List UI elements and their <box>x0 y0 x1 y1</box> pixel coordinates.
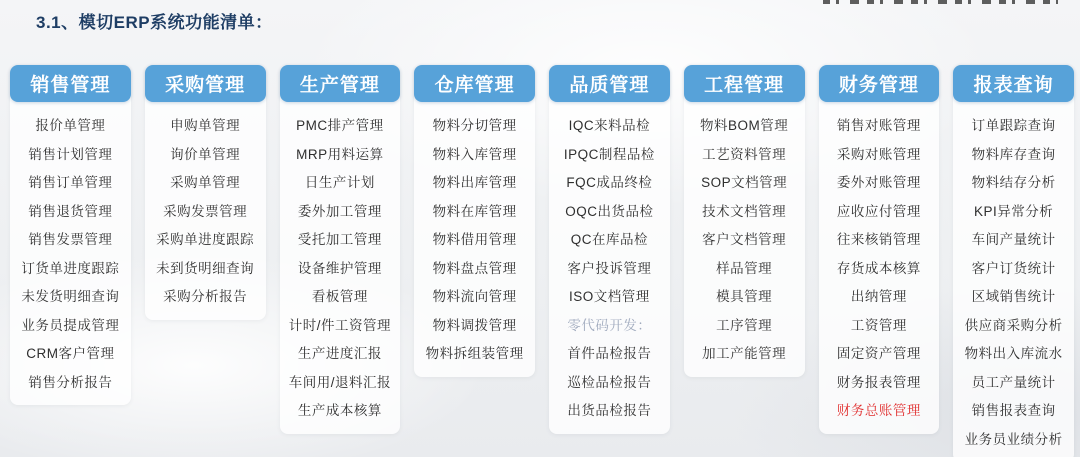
feature-item: 采购发票管理 <box>163 203 248 219</box>
column-header-quality: 品质管理 <box>549 65 670 102</box>
feature-item: 销售退货管理 <box>28 203 113 219</box>
column-sales <box>10 65 131 405</box>
feature-item: 销售计划管理 <box>28 146 113 162</box>
feature-item: 首件品检报告 <box>567 346 652 362</box>
feature-item: 业务员提成管理 <box>21 317 120 333</box>
column-reports <box>953 65 1074 457</box>
feature-item: 销售对账管理 <box>836 118 921 134</box>
column-procurement <box>145 65 266 320</box>
feature-item: 采购单进度跟踪 <box>156 232 255 248</box>
feature-item: 物料出入库流水 <box>964 346 1063 362</box>
feature-item: KPI异常分析 <box>973 203 1054 219</box>
feature-item: 报价单管理 <box>35 118 106 134</box>
feature-item: 工艺资料管理 <box>702 146 787 162</box>
feature-item: 供应商采购分析 <box>964 317 1063 333</box>
column-quality <box>549 65 670 434</box>
feature-item: 财务报表管理 <box>836 374 921 390</box>
feature-item: IQC来料品检 <box>568 118 651 134</box>
columns-grid <box>10 65 1074 457</box>
feature-item: 出纳管理 <box>850 289 907 305</box>
column-list-quality <box>549 102 670 434</box>
cropped-text-fragment <box>823 0 1058 4</box>
feature-item: 物料出库管理 <box>432 175 517 191</box>
column-engineering <box>684 65 805 377</box>
feature-item: SOP文档管理 <box>701 175 788 191</box>
feature-item: 物料BOM管理 <box>699 118 789 134</box>
feature-item: 采购对账管理 <box>836 146 921 162</box>
column-finance <box>819 65 940 434</box>
feature-item: 计时/件工资管理 <box>288 317 391 333</box>
feature-item: OQC出货品检 <box>565 203 654 219</box>
feature-item: ISO文档管理 <box>568 289 650 305</box>
feature-item: 询价单管理 <box>170 146 241 162</box>
column-warehouse <box>414 65 535 377</box>
feature-item: 业务员业绩分析 <box>964 431 1063 447</box>
feature-item: 受托加工管理 <box>297 232 382 248</box>
feature-item: 加工产能管理 <box>702 346 787 362</box>
feature-item: IPQC制程品检 <box>563 146 655 162</box>
feature-item: 样品管理 <box>716 260 773 276</box>
section-label: 零代码开发： <box>567 317 652 333</box>
feature-item: 应收应付管理 <box>836 203 921 219</box>
feature-item: 出货品检报告 <box>567 403 652 419</box>
feature-item: 模具管理 <box>716 289 773 305</box>
column-header-engineering: 工程管理 <box>684 65 805 102</box>
feature-item: 采购单管理 <box>170 175 241 191</box>
feature-item: 生产成本核算 <box>297 403 382 419</box>
column-header-finance: 财务管理 <box>819 65 940 102</box>
feature-item: QC在库品检 <box>570 232 648 248</box>
feature-item: 工序管理 <box>716 317 773 333</box>
feature-item: 物料借用管理 <box>432 232 517 248</box>
feature-item: 客户文档管理 <box>702 232 787 248</box>
feature-item: 申购单管理 <box>170 118 241 134</box>
feature-item: 物料拆组装管理 <box>425 346 524 362</box>
feature-item: 物料在库管理 <box>432 203 517 219</box>
feature-item: 车间产量统计 <box>971 232 1056 248</box>
column-header-reports: 报表查询 <box>953 65 1074 102</box>
feature-item: 财务总账管理 <box>836 403 921 419</box>
column-list-warehouse <box>414 102 535 377</box>
feature-item: 销售发票管理 <box>28 232 113 248</box>
feature-item: 物料库存查询 <box>971 146 1056 162</box>
feature-item: PMC排产管理 <box>296 118 384 134</box>
feature-item: 物料分切管理 <box>432 118 517 134</box>
column-header-production: 生产管理 <box>280 65 401 102</box>
column-header-warehouse: 仓库管理 <box>414 65 535 102</box>
column-header-sales: 销售管理 <box>10 65 131 102</box>
feature-item: 物料结存分析 <box>971 175 1056 191</box>
column-header-procurement: 采购管理 <box>145 65 266 102</box>
column-list-sales <box>10 102 131 405</box>
feature-item: 车间用/退料汇报 <box>288 374 391 390</box>
feature-item: 客户投诉管理 <box>567 260 652 276</box>
column-list-procurement <box>145 102 266 320</box>
feature-item: 销售订单管理 <box>28 175 113 191</box>
feature-item: 委外加工管理 <box>297 203 382 219</box>
column-production <box>280 65 401 434</box>
feature-item: 巡检品检报告 <box>567 374 652 390</box>
feature-item: 物料流向管理 <box>432 289 517 305</box>
feature-item: 销售分析报告 <box>28 374 113 390</box>
feature-item: 设备维护管理 <box>297 260 382 276</box>
feature-item: 委外对账管理 <box>836 175 921 191</box>
feature-item: FQC成品终检 <box>566 175 653 191</box>
column-list-reports <box>953 102 1074 457</box>
feature-item: 采购分析报告 <box>163 289 248 305</box>
feature-item: 物料盘点管理 <box>432 260 517 276</box>
feature-item: 生产进度汇报 <box>297 346 382 362</box>
column-list-production <box>280 102 401 434</box>
feature-item: 未到货明细查询 <box>156 260 255 276</box>
feature-item: 订货单进度跟踪 <box>21 260 120 276</box>
feature-item: 物料入库管理 <box>432 146 517 162</box>
feature-item: 员工产量统计 <box>971 374 1056 390</box>
column-list-finance <box>819 102 940 434</box>
column-list-engineering <box>684 102 805 377</box>
feature-item: 订单跟踪查询 <box>971 118 1056 134</box>
feature-item: 未发货明细查询 <box>21 289 120 305</box>
feature-item: 技术文档管理 <box>702 203 787 219</box>
page-title: 3.1、模切ERP系统功能清单： <box>36 13 273 32</box>
feature-item: CRM客户管理 <box>26 346 115 362</box>
feature-item: MRP用料运算 <box>296 146 384 162</box>
feature-item: 往来核销管理 <box>836 232 921 248</box>
feature-item: 看板管理 <box>311 289 368 305</box>
feature-item: 固定资产管理 <box>836 346 921 362</box>
feature-item: 销售报表查询 <box>971 403 1056 419</box>
feature-item: 物料调拨管理 <box>432 317 517 333</box>
feature-item: 工资管理 <box>850 317 907 333</box>
feature-item: 区域销售统计 <box>971 289 1056 305</box>
feature-item: 客户订货统计 <box>971 260 1056 276</box>
feature-item: 日生产计划 <box>304 175 375 191</box>
feature-item: 存货成本核算 <box>836 260 921 276</box>
